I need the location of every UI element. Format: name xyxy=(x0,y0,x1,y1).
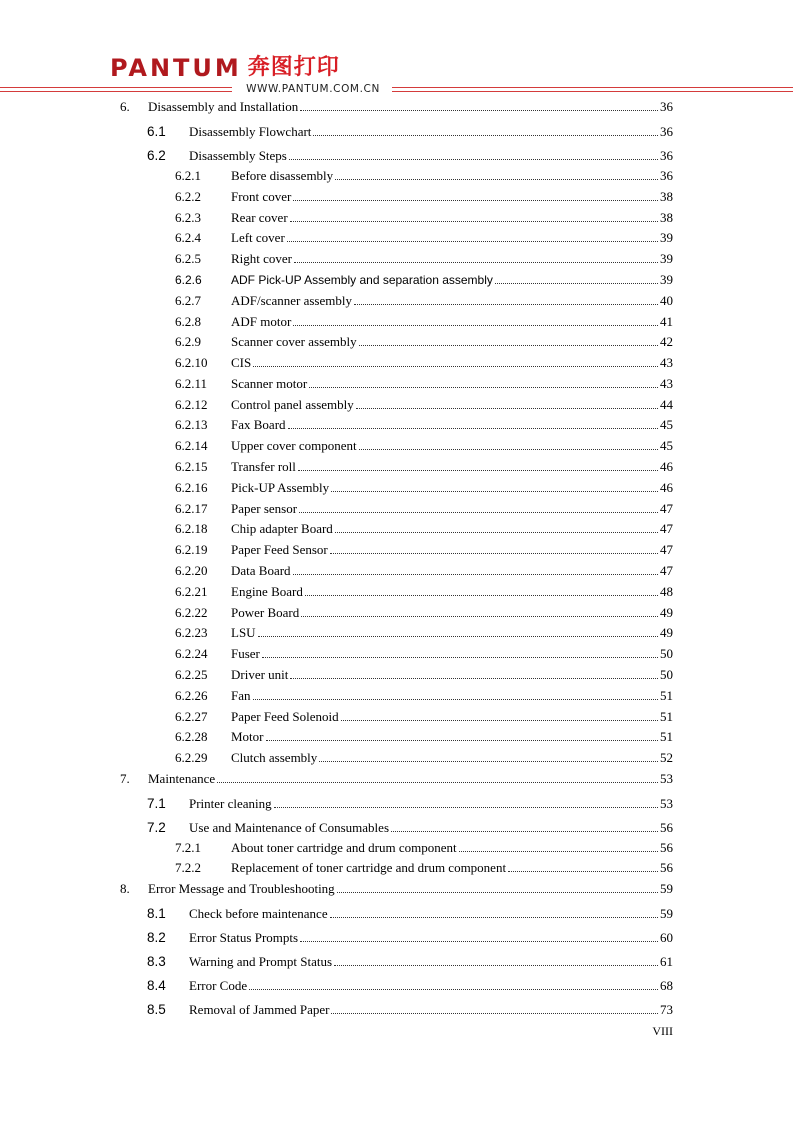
toc-entry[interactable] xyxy=(147,904,673,922)
toc-entry[interactable] xyxy=(175,686,673,704)
toc-entry[interactable] xyxy=(147,1000,673,1018)
toc-leader xyxy=(253,365,658,367)
toc-number: 6.2.6 xyxy=(175,273,202,287)
toc-leader xyxy=(300,940,658,942)
toc-entry[interactable] xyxy=(175,415,673,433)
toc-title: Left cover xyxy=(231,230,285,245)
toc-leader xyxy=(294,261,658,263)
toc-leader xyxy=(354,303,658,305)
toc-title: Data Board xyxy=(231,563,291,578)
toc-title: Warning and Prompt Status xyxy=(189,954,333,969)
toc-leader xyxy=(337,891,658,893)
toc-entry[interactable] xyxy=(175,707,673,725)
toc-page: 49 xyxy=(660,605,673,620)
toc-number: 6.2.23 xyxy=(175,625,208,640)
toc-title: Fax Board xyxy=(231,417,286,432)
toc-page: 48 xyxy=(660,584,673,599)
toc-leader xyxy=(459,850,658,852)
toc-number: 6.2.4 xyxy=(175,230,201,245)
toc-title: Disassembly and Installation xyxy=(148,99,299,114)
toc-leader xyxy=(508,870,658,872)
toc-leader xyxy=(334,964,658,966)
toc-entry[interactable] xyxy=(175,561,673,579)
toc-number: 7. xyxy=(120,771,130,786)
toc-entry[interactable] xyxy=(175,519,673,537)
toc-leader xyxy=(287,240,658,242)
toc-title: CIS xyxy=(231,355,252,370)
toc-title: Paper Feed Solenoid xyxy=(231,709,339,724)
toc-title: About toner cartridge and drum component xyxy=(231,840,457,855)
toc-leader xyxy=(359,344,658,346)
toc-page: 36 xyxy=(660,99,673,114)
toc-title: Scanner motor xyxy=(231,376,308,391)
toc-number: 6.2.12 xyxy=(175,397,208,412)
toc-leader xyxy=(298,469,658,471)
brand-name-cn: 奔图打印 xyxy=(247,55,340,80)
toc-page: 39 xyxy=(660,230,673,245)
toc-entry[interactable] xyxy=(120,769,673,787)
toc-number: 8. xyxy=(120,881,130,896)
toc-number: 8.2 xyxy=(147,930,166,945)
toc-title: Power Board xyxy=(231,605,300,620)
toc-entry[interactable] xyxy=(175,332,673,350)
toc-entry[interactable] xyxy=(147,122,673,140)
toc-title: Fuser xyxy=(231,646,260,661)
toc-number: 7.2 xyxy=(147,820,166,835)
toc-page: 68 xyxy=(660,978,673,993)
toc-leader xyxy=(299,511,658,513)
toc-number: 6. xyxy=(120,99,130,114)
toc-page: 51 xyxy=(660,709,673,724)
header-url: WWW.PANTUM.COM.CN xyxy=(246,83,380,95)
toc-page: 39 xyxy=(660,251,673,266)
toc-title: Error Code xyxy=(189,978,248,993)
toc-number: 6.2.21 xyxy=(175,584,208,599)
toc-number: 6.2.19 xyxy=(175,542,208,557)
toc-title: Maintenance xyxy=(148,771,216,786)
toc-leader xyxy=(335,178,658,180)
toc-page: 73 xyxy=(660,1002,673,1017)
toc-leader xyxy=(290,220,658,222)
toc-number: 6.2.27 xyxy=(175,709,208,724)
toc-leader xyxy=(313,134,658,136)
toc-title: ADF motor xyxy=(231,314,292,329)
toc-leader xyxy=(301,615,658,617)
toc-entry[interactable] xyxy=(175,540,673,558)
toc-page: 36 xyxy=(660,124,673,139)
toc-number: 8.4 xyxy=(147,978,166,993)
toc-page: 53 xyxy=(660,796,673,811)
toc-number: 6.2.26 xyxy=(175,688,208,703)
toc-page: 36 xyxy=(660,168,673,183)
toc-title: Error Status Prompts xyxy=(189,930,299,945)
toc-number: 6.2.7 xyxy=(175,293,201,308)
toc-page: 45 xyxy=(660,417,673,432)
toc-page: 38 xyxy=(660,189,673,204)
toc-entry[interactable] xyxy=(175,499,673,517)
toc-page: 50 xyxy=(660,646,673,661)
toc-number: 6.2.9 xyxy=(175,334,201,349)
toc-number: 6.1 xyxy=(147,124,166,139)
header-rule-right xyxy=(392,87,793,88)
toc-entry[interactable] xyxy=(175,623,673,641)
toc-leader xyxy=(300,109,658,111)
toc-title: Chip adapter Board xyxy=(231,521,333,536)
toc-leader xyxy=(359,448,658,450)
toc-page: 39 xyxy=(660,272,673,287)
toc-page: 45 xyxy=(660,438,673,453)
toc-page: 56 xyxy=(660,820,673,835)
toc-entry[interactable] xyxy=(175,395,673,413)
toc-page: 47 xyxy=(660,542,673,557)
toc-number: 6.2.13 xyxy=(175,417,208,432)
toc-leader xyxy=(309,386,658,388)
toc-page: 47 xyxy=(660,501,673,516)
toc-title: Removal of Jammed Paper xyxy=(189,1002,330,1017)
toc-number: 6.2.25 xyxy=(175,667,208,682)
toc-title: Printer cleaning xyxy=(189,796,272,811)
toc-title: Engine Board xyxy=(231,584,303,599)
toc-page: 43 xyxy=(660,376,673,391)
toc-entry[interactable] xyxy=(147,146,673,164)
header-rule-left xyxy=(0,87,232,88)
toc-title: Pick-UP Assembly xyxy=(231,480,330,495)
toc-leader xyxy=(274,806,658,808)
toc-page: 59 xyxy=(660,881,673,896)
toc-page: 36 xyxy=(660,148,673,163)
toc-number: 6.2.20 xyxy=(175,563,208,578)
toc-entry[interactable] xyxy=(175,665,673,683)
toc-number: 6.2.29 xyxy=(175,750,208,765)
toc-title: Rear cover xyxy=(231,210,288,225)
toc-entry[interactable] xyxy=(175,312,673,330)
toc-title: Clutch assembly xyxy=(231,750,318,765)
toc-entry[interactable] xyxy=(175,748,673,766)
toc-page: 38 xyxy=(660,210,673,225)
toc-page: 56 xyxy=(660,860,673,875)
toc-leader xyxy=(253,698,659,700)
toc-leader xyxy=(262,656,658,658)
toc-page: 52 xyxy=(660,750,673,765)
toc-page: 51 xyxy=(660,729,673,744)
toc-page: 47 xyxy=(660,521,673,536)
toc-page: 50 xyxy=(660,667,673,682)
toc-entry[interactable] xyxy=(175,374,673,392)
toc-page: 44 xyxy=(660,397,673,412)
toc-number: 7.2.1 xyxy=(175,840,201,855)
toc-entry[interactable] xyxy=(175,291,673,309)
toc-title: Scanner cover assembly xyxy=(231,334,357,349)
toc-page: 42 xyxy=(660,334,673,349)
toc-number: 6.2.8 xyxy=(175,314,201,329)
toc-entry[interactable] xyxy=(120,97,673,115)
toc-entry[interactable] xyxy=(147,928,673,946)
toc-title: Disassembly Flowchart xyxy=(189,124,312,139)
toc-entry[interactable] xyxy=(175,644,673,662)
toc-leader xyxy=(356,407,658,409)
toc-number: 6.2.24 xyxy=(175,646,208,661)
toc-entry[interactable] xyxy=(175,187,673,205)
toc-number: 8.5 xyxy=(147,1002,166,1017)
toc-number: 6.2.18 xyxy=(175,521,208,536)
toc-entry[interactable] xyxy=(175,228,673,246)
toc-number: 8.1 xyxy=(147,906,166,921)
toc-number: 6.2.2 xyxy=(175,189,201,204)
toc-number: 8.3 xyxy=(147,954,166,969)
toc-entry[interactable] xyxy=(175,436,673,454)
toc-entry[interactable] xyxy=(147,818,673,836)
toc-number: 6.2.16 xyxy=(175,480,208,495)
toc-title: Driver unit xyxy=(231,667,289,682)
toc-page: 53 xyxy=(660,771,673,786)
toc-title: Replacement of toner cartridge and drum component xyxy=(231,860,507,875)
toc-leader xyxy=(331,1012,658,1014)
toc-page: 49 xyxy=(660,625,673,640)
toc-title: Fan xyxy=(231,688,251,703)
toc-title: Use and Maintenance of Consumables xyxy=(189,820,390,835)
toc-title: Upper cover component xyxy=(231,438,357,453)
toc-leader xyxy=(249,988,658,990)
toc-number: 7.2.2 xyxy=(175,860,201,875)
toc-page: 47 xyxy=(660,563,673,578)
toc-page: 56 xyxy=(660,840,673,855)
toc-entry[interactable] xyxy=(147,952,673,970)
toc-entry[interactable] xyxy=(175,603,673,621)
toc-title: Paper Feed Sensor xyxy=(231,542,328,557)
page-number: VIII xyxy=(652,1024,673,1038)
toc-title: Control panel assembly xyxy=(231,397,354,412)
toc-page: 60 xyxy=(660,930,673,945)
toc-entry[interactable] xyxy=(147,976,673,994)
toc-title: Right cover xyxy=(231,251,293,266)
toc-entry[interactable] xyxy=(175,727,673,745)
toc-number: 7.1 xyxy=(147,796,166,811)
toc-page: 43 xyxy=(660,355,673,370)
toc-leader xyxy=(217,781,658,783)
toc-number: 6.2.28 xyxy=(175,729,208,744)
toc-title: Check before maintenance xyxy=(189,906,328,921)
toc-entry[interactable] xyxy=(175,270,673,288)
toc-title: Disassembly Steps xyxy=(189,148,287,163)
toc-leader xyxy=(330,552,658,554)
toc-title: Motor xyxy=(231,729,264,744)
toc-entry[interactable] xyxy=(175,208,673,226)
toc-entry[interactable] xyxy=(175,166,673,184)
pantum-logo xyxy=(110,52,340,84)
toc-leader xyxy=(305,594,658,596)
toc-title: ADF/scanner assembly xyxy=(231,293,352,308)
toc-entry[interactable] xyxy=(120,879,673,897)
toc-entry[interactable] xyxy=(175,478,673,496)
toc-page: 61 xyxy=(660,954,673,969)
toc-number: 6.2.5 xyxy=(175,251,201,266)
brand-name: PANTUM xyxy=(110,54,242,82)
toc-page: 40 xyxy=(660,293,673,308)
toc-entry[interactable] xyxy=(175,457,673,475)
toc-entry[interactable] xyxy=(175,249,673,267)
toc-leader xyxy=(266,739,659,741)
toc-leader xyxy=(258,635,658,637)
toc-number: 6.2.3 xyxy=(175,210,201,225)
toc-title: Paper sensor xyxy=(231,501,298,516)
toc-number: 6.2.10 xyxy=(175,355,208,370)
toc-leader xyxy=(288,427,658,429)
toc-entry[interactable] xyxy=(175,582,673,600)
toc-number: 6.2.1 xyxy=(175,168,201,183)
toc-leader xyxy=(290,677,658,679)
toc-page: 51 xyxy=(660,688,673,703)
toc-page: 46 xyxy=(660,480,673,495)
toc-page: 59 xyxy=(660,906,673,921)
toc-number: 6.2.14 xyxy=(175,438,208,453)
toc-leader xyxy=(293,324,658,326)
toc-title: Front cover xyxy=(231,189,292,204)
toc-entry[interactable] xyxy=(175,858,673,876)
toc-number: 6.2.17 xyxy=(175,501,208,516)
toc-leader xyxy=(495,282,658,284)
toc-leader xyxy=(289,158,658,160)
toc-title: LSU xyxy=(231,625,256,640)
toc-leader xyxy=(293,573,658,575)
toc-title: Before disassembly xyxy=(231,168,334,183)
toc-leader xyxy=(293,199,658,201)
toc-entry[interactable] xyxy=(175,353,673,371)
toc-page: 46 xyxy=(660,459,673,474)
toc-leader xyxy=(335,531,658,533)
toc-leader xyxy=(319,760,658,762)
toc-title: Error Message and Troubleshooting xyxy=(148,881,335,896)
toc-leader xyxy=(391,830,658,832)
toc-number: 6.2.11 xyxy=(175,376,208,391)
toc-entry[interactable] xyxy=(147,794,673,812)
toc-number: 6.2.22 xyxy=(175,605,208,620)
toc-leader xyxy=(331,490,658,492)
toc-title: Transfer roll xyxy=(231,459,296,474)
toc-title: ADF Pick-UP Assembly and separation assembly xyxy=(231,273,493,287)
toc-number: 6.2 xyxy=(147,148,166,163)
toc-leader xyxy=(341,719,658,721)
toc-page: 41 xyxy=(660,314,673,329)
toc-leader xyxy=(330,916,658,918)
toc-entry[interactable] xyxy=(175,838,673,856)
toc-number: 6.2.15 xyxy=(175,459,208,474)
